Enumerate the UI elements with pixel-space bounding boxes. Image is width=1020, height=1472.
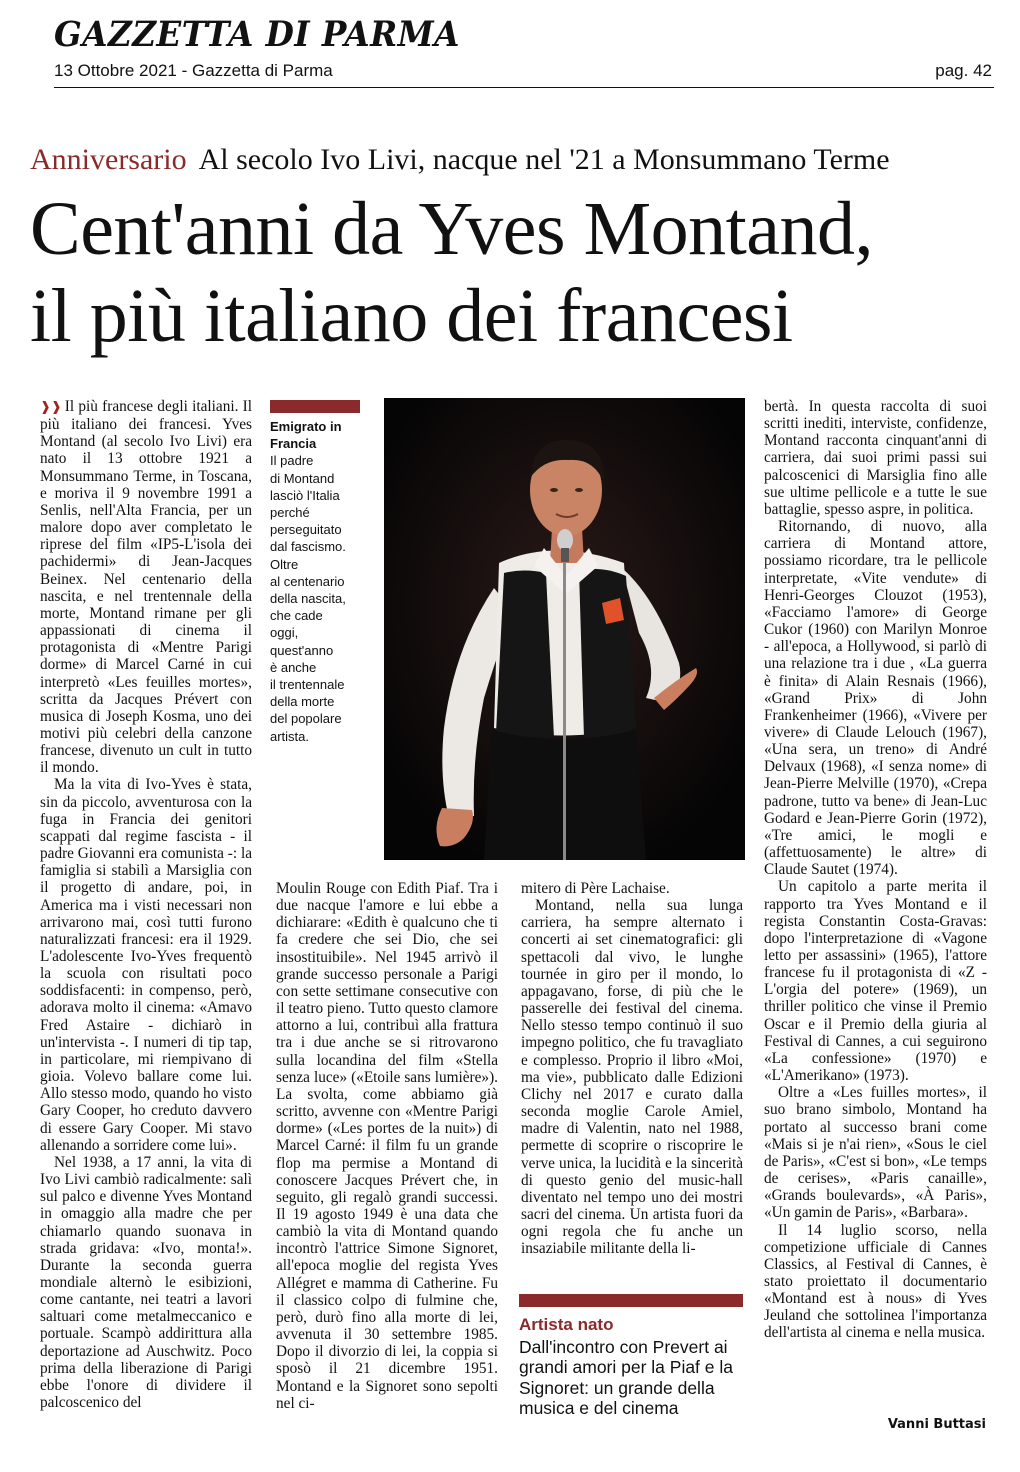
paragraph: bertà. In questa raccolta di suoi scritti inediti, interviste, confidenze, Montand racconta cinquant'anni di carriera, dai suoi primi passi sui palcoscenici di Marsiglia fino alle sue ultime pellicole e a tutte le sue battaglie, spesso aspre, in politica. xyxy=(764,398,987,518)
highlight-box xyxy=(519,1294,743,1418)
paragraph: Oltre a «Les fuilles mortes», il suo brano simbolo, Montand ha portato al successo brani come «Mais si je n'ai rien», «Sous le ciel de Paris», «C'est si bon», «Le temps de cerises», «Paris canaille», «Grands boulevards», «À Paris», «Un gamin de Paris», «Barbara». xyxy=(764,1084,987,1222)
sidebar-text: Il padre di Montand lasciò l'Italia perché perseguitato dal fascismo. Oltre al centenario della nascita, che cade oggi, quest'anno è anche il trentennale della morte del popolare artista. xyxy=(270,453,346,744)
paragraph-marker-icon: ❱❱ xyxy=(40,400,62,415)
masthead: GAZZETTA DI PARMA xyxy=(54,14,460,55)
article-column-3 xyxy=(521,880,743,1257)
paragraph: ❱❱ Il più francese degli italiani. Il più italiano dei francesi. Yves Montand (al secolo Ivo Livi) era nato il 13 ottobre 1921 a Monsummano Terme, in Toscana, e moriva il 9 novembre 1991 a Senlis, nell'Alta Francia, per un malore dopo aver completato le riprese del film «IP5-L'isola dei pachidermi» di Jean-Jacques Beinex. Nel centenario della nascita, e nel trentennale della morte, Montand rimane per gli appassionati di cinema il protagonista di «Mentre Parigi dorme» di Marcel Carné in cui interpretò «Les feuilles mortes», scritta da Jacques Prévert con musica di Joseph Kosma, uno dei motivi più celebri della canzone francese, divenuto un cult in tutto il mondo. xyxy=(40,398,252,777)
headline-line-2: il più italiano dei francesi xyxy=(30,274,793,358)
paragraph: Ritornando, di nuovo, alla carriera di Montand attore, possiamo ricordare, tra le pellicole interpretate, «Vite vendute» di Henri-Georges Clouzot (1953), «Facciamo l'amore» di George Cukor (1960) con Marilyn Monroe - all'epoca, a Hollywood, si parlò di una relazione tra i due , «La guerra è finita» di Alain Resnais (1966), «Grand Prix» di John Frankenheimer (1966), «Vivere per vivere» di Claude Lelouch (1967), «Una sera, un treno» di André Delvaux (1968), «I senza nome» di Jean-Pierre Melville (1970), «Crepa padrone, tutto va bene» di Jean-Luc Godard e Jean-Pierre Gorin (1972), «Tre amici, le mogli e (affettuosamente) le altre» di Claude Sautet (1974). xyxy=(764,518,987,879)
article-column-4 xyxy=(764,398,987,1342)
article-column-2 xyxy=(276,880,498,1412)
box-accent-bar xyxy=(519,1294,743,1307)
paragraph: Montand, nella sua lunga carriera, ha sempre alternato i concerti ai set cinematografici: gli spettacoli dal vivo, le lunghe tournée in giro per il mondo, lo appagavano, forse, di più che le passerelle dei festival del cinema. Nello stesso tempo continuò il suo impegno politico, che fu travagliato e complesso. Proprio il libro «Moi, ma vie», pubblicato dalle Edizioni Clichy nel 2017 e curato dalla seconda moglie Carole Amiel, madre di Valentin, nato nel 1988, permette di scoprire o riscoprire le verve unica, la lucidità e la sincerità di questo genio del music-hall diventato nel tempo uno dei mostri sacri del cinema. Un artista fuori da ogni regola che fu anche un insaziabile militante della li- xyxy=(521,897,743,1258)
dateline: 13 Ottobre 2021 - Gazzetta di Parma xyxy=(54,61,333,80)
header-rule xyxy=(54,87,994,88)
paragraph: Il 14 luglio scorso, nella competizione ufficiale di Cannes Classics, al Festival di Cannes, è stato proiettato il documentario «Montand est à nous» di Yves Jeuland che sottolinea l'importanza dell'artista al cinema e nella musica. xyxy=(764,1221,987,1342)
sidebar-title: Emigrato in Francia xyxy=(270,419,342,452)
photo-performer xyxy=(384,398,745,860)
author-byline: Vanni Buttasi xyxy=(887,1417,986,1432)
box-text: Dall'incontro con Prevert ai grandi amori per la Piaf e la Signoret: un grande della musica e del cinema xyxy=(519,1337,733,1418)
paragraph: Ma la vita di Ivo-Yves è stata, sin da piccolo, avventurosa con la fuga in Francia dei genitori scappati dal regime fascista - il padre Giovanni era comunista -: la famiglia si stabilì a Marsiglia con il progetto di andare, poi, in America ma i visti necessari non arrivarono mai, così tutti furono naturalizzati francesi: era il 1929. L'adolescente Ivo-Yves frequentò la scuola con risultati poco soddisfacenti: in compenso, però, adorava molto il cinema: «Amavo Fred Astaire - dichiarò in un'intervista -. I numeri di tip tap, in particolare, mi riempivano di gioia. Volevo ballare come lui. Allo stesso modo, quando ho visto Gary Cooper, ho creduto davvero di essere Gary Cooper. Mi stavo allenando a sorridere come lui». xyxy=(40,776,252,1154)
kicker-label: Anniversario xyxy=(30,143,187,176)
kicker-text: Al secolo Ivo Livi, nacque nel '21 a Monsummano Terme xyxy=(198,143,890,176)
box-title: Artista nato xyxy=(519,1315,614,1334)
sidebar-accent-bar xyxy=(270,400,360,413)
article-column-1 xyxy=(40,398,252,1411)
performer-illustration xyxy=(384,398,745,860)
paragraph: Un capitolo a parte merita il rapporto tra Yves Montand e il regista Constantin Costa-Gravas: dopo l'interpretazione di «Vagone letto per assassini» (1965), l'attore francese fu il protagonista di «Z - L'orgia del potere» (1969), un thriller politico che vinse il Premio Oscar e il Premio della giuria al Festival di Cannes, a cui seguirono «La confessione» (1970) e «L'Amerikano» (1973). xyxy=(764,878,987,1085)
headline xyxy=(30,186,873,360)
paragraph: mitero di Père Lachaise. xyxy=(521,880,670,897)
page-number: pag. 42 xyxy=(935,61,992,80)
paragraph: Nel 1938, a 17 anni, la vita di Ivo Livi cambiò radicalmente: salì sul palco e divenne Yves Montand in omaggio alla madre che per chiamarlo quando suonava in strada gridava: «Ivo, monta!». Durante la seconda guerra mondiale alternò le esibizioni, come cantante, nei teatri a lavori saltuari come metalmeccanico e portuale. Scampò addirittura alla deportazione ad Auschwitz. Poco prima della liberazione di Parigi ebbe l'onore di dividere il palcoscenico del xyxy=(40,1153,252,1412)
paragraph: Moulin Rouge con Edith Piaf. Tra i due nacque l'amore e lui ebbe a dichiarare: «Edith è qualcuno che ti fa credere che sei Dio, che sei insostituibile». Nel 1945 arrivò il grande successo personale a Parigi con sette settimane consecutive con il teatro pieno. Tutto questo clamore attorno a lui, contribuì alla frattura tra i due anche se si ritrovarono sulla locandina del film «Stella senza luce» («Etoile sans lumière»). La svolta, come abbiamo già scritto, avvenne con «Mentre Parigi dorme» («Les portes de la nuit») di Marcel Carné: il film fu un grande flop ma permise a Montand di conoscere Jacques Prévert che, in seguito, gli regalò grandi successi. Il 19 agosto 1949 è una data che cambiò la vita di Montand quando incontrò l'attrice Simone Signoret, all'epoca moglie del regista Yves Allégret e mamma di Catherine. Fu il classico colpo di fulmine che, però, durò fino alla morte di lei, avvenuta il 30 settembre 1985. Dopo il divorzio di lei, la coppia si sposò il 21 dicembre 1951. Montand e la Signoret sono sepolti nel ci- xyxy=(276,880,498,1412)
sidebar-box xyxy=(270,400,360,745)
headline-line-1: Cent'anni da Yves Montand, xyxy=(30,187,874,271)
kicker xyxy=(30,143,890,177)
